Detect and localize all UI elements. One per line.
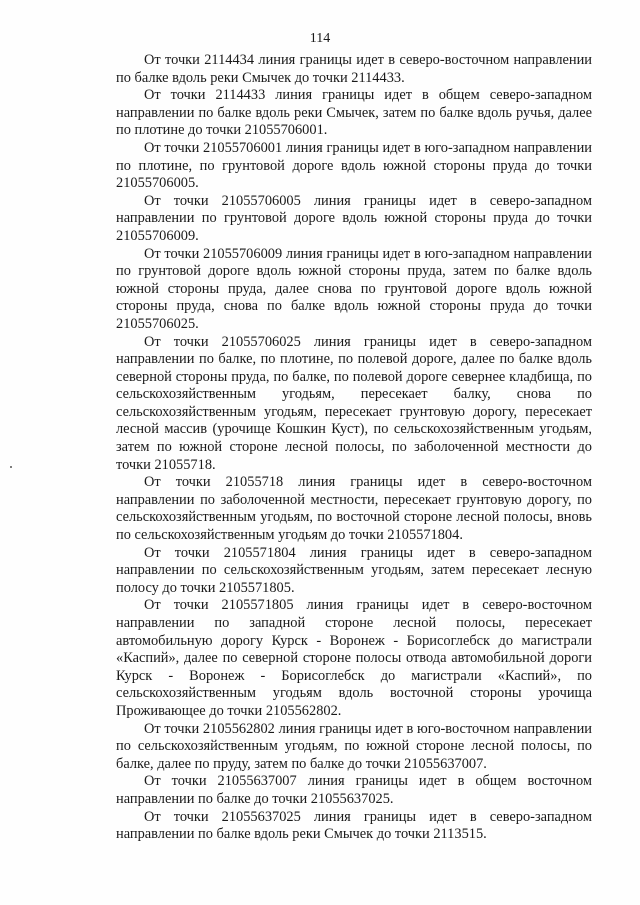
page-number: 114 bbox=[309, 31, 331, 46]
paragraph: От точки 21055706009 линия границы идет в юго-западном направлении по грунтовой дороге вдоль южной стороны пруда, затем по балке вдоль южной стороны пруда, далее снова по грунтовой дороге вдоль южной стороны пруда, снова по балке вдоль южной стороны пруда до точки 21055706025. bbox=[116, 245, 592, 332]
paragraph: От точки 21055706001 линия границы идет в юго-западном направлении по плотине, по грунтовой дороге вдоль южной стороны пруда до точки 21055706005. bbox=[116, 139, 592, 192]
paragraph: От точки 21055637007 линия границы идет в общем восточном направлении по балке до точки 21055637025. bbox=[116, 773, 592, 807]
paragraph: От точки 2105562802 линия границы идет в юго-восточном направлении по сельскохозяйственным угодьям, по южной стороне лесной полосы, по балке, далее по пруду, затем по балке до точки 21055637007. bbox=[116, 720, 592, 772]
paragraph: От точки 2105571805 линия границы идет в северо-восточном направлении по западной стороне лесной полосы, пересекает автомобильную дорогу Курск - Воронеж - Борисоглебск до магистрали «Каспий», далее по северной стороне полосы отвода автомобильной дороги Курск - Воронеж - Борисоглебск до магистрали «Каспий», по сельскохозяйственным угодьям вдоль восточной стороны урочища Проживающее до точки 2105562802. bbox=[116, 597, 592, 719]
paragraph: От точки 2114433 линия границы идет в общем северо-западном направлении по балке вдоль реки Смычек, затем по балке вдоль ручья, далее по плотине до точки 21055706001. bbox=[116, 87, 592, 139]
paragraph: От точки 2114434 линия границы идет в северо-восточном направлении по балке вдоль реки Смычек до точки 2114433. bbox=[116, 52, 592, 86]
paragraph: От точки 21055706005 линия границы идет в северо-западном направлении по грунтовой дороге вдоль южной стороны пруда до точки 21055706009. bbox=[116, 192, 592, 244]
paragraph: От точки 21055637025 линия границы идет в северо-западном направлении по балке вдоль реки Смычек до точки 2113515. bbox=[116, 808, 592, 843]
scan-speck bbox=[10, 466, 12, 468]
paragraph: От точки 2105571804 линия границы идет в северо-западном направлении по сельскохозяйственным угодьям, затем пересекает лесную полосу до точки 2105571805. bbox=[116, 544, 592, 596]
paragraph: От точки 21055706025 линия границы идет в северо-западном направлении по балке, по плотине, по полевой дороге, далее по балке вдоль северной стороны пруда, по балке, по полевой дороге севернее кладбища, по сельскохозяйственным угодьям, пересекает балку, снова по сельскохозяйственным угодьям, пересекает грунтовую дорогу, пересекает лесной массив (урочище Кошкин Куст), по сельскохозяйственным угодьям, затем по южной стороне лесной полосы, по заболоченной местности до точки 21055718. bbox=[116, 333, 592, 473]
body-text bbox=[116, 52, 592, 844]
paragraph: От точки 21055718 линия границы идет в северо-восточном направлении по заболоченной местности, пересекает грунтовую дорогу, по сельскохозяйственным угодьям, по восточной стороне лесной полосы, вновь по сельскохозяйственным угодьям до точки 2105571804. bbox=[116, 474, 592, 544]
